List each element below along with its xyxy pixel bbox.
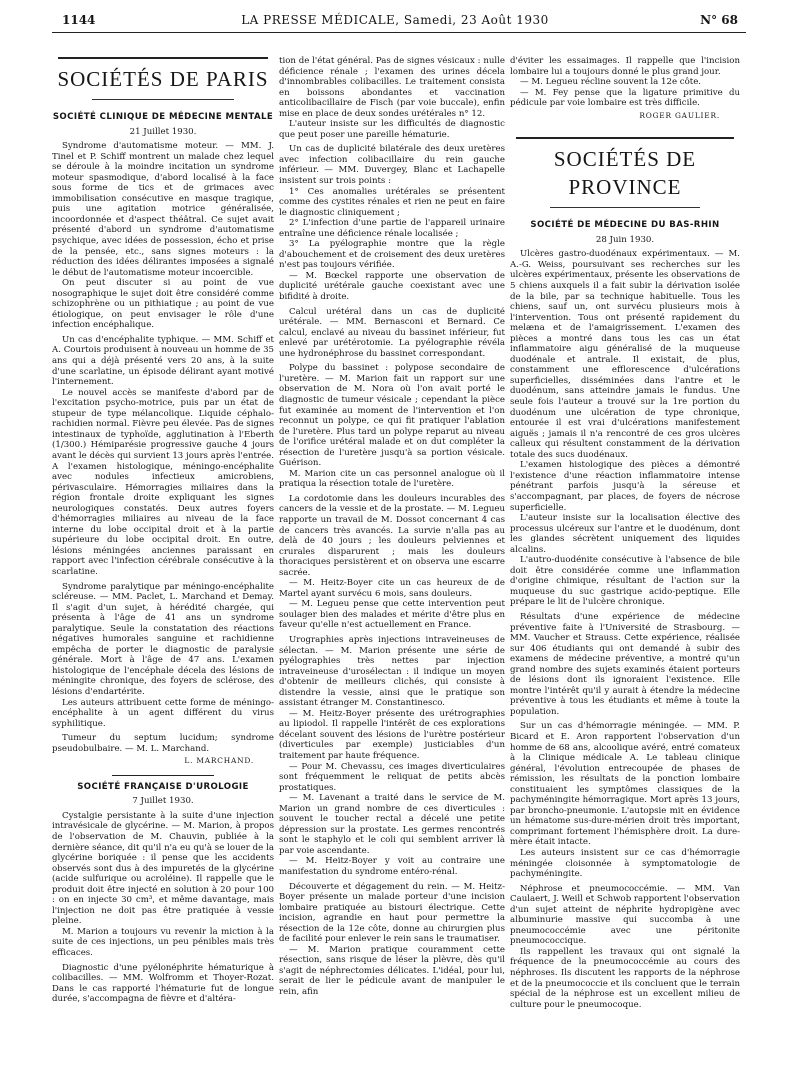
article-paragraph: 2° L'infection d'une partie de l'appareil urinaire entraîne une déficience rénale localisée ; — [279, 218, 505, 239]
article-paragraph: Ulcères gastro-duodénaux expérimentaux. — M. A.-G. Weiss, poursuivant ses recherches sur les ulcères expérimentaux, présente les observations de 5 chiens auxquels il a fait subir la dérivation isolée de la bile, par sa technique habituelle. Tous les chiens, sauf un, ont survécu plusieurs mois à l'intervention. Tous ont présenté rapidement du melæna et de l'amaigrissement. L'examen des pièces a montré dans tous les cas un état inflammatoire aigu généralisé de la muqueuse duodénale et antrale. Il existait, de plus, constamment une efflorescence d'ulcérations superficielles, disséminées dans l'antre et le duodénum, sans atteindre jamais le fundus. Une seule fois l'auteur a trouvé sur la 1re portion du duodénum une ulcération de type chronique, entourée il est vrai d'ulcérations manifestement aiguës ; jamais il n'a rencontré de ces gros ulcères calleux qui résultent constamment de la dérivation totale des sucs duodénaux. — [510, 249, 740, 460]
session-date: 28 Juin 1930. — [595, 234, 655, 245]
article-paragraph: Un cas d'encéphalite typhique. — MM. Schiff et A. Courtois produisent à nouveau un homme de 35 ans qui a déjà présenté vers 20 ans, à la suite d'une scarlatine, un épisode délirant ayant motivé l'internement. — [52, 334, 274, 388]
article-paragraph: — Pour M. Chevassu, ces images diverticulaires sont fréquemment le reliquat de petits abcès prostatiques. — [279, 761, 505, 793]
article-paragraph: Polype du bassinet : polypose secondaire de l'uretère. — M. Marion fait un rapport sur une observation de M. Nora où l'on avait porté le diagnostic de tumeur vésicale ; cependant la pièce fut examinée au moment de l'intervention et l'on reconnut un polype, ce qui fit pratiquer l'ablation de l'uretère. Plus tard un polype reparut au niveau de l'orifice urétéral malade et on dut compléter la résection de l'uretère jusqu'à sa portion vésicale. Guérison. — [279, 363, 505, 469]
section-rule-bottom — [92, 99, 234, 100]
article-paragraph: Calcul urétéral dans un cas de duplicité urétérale. — MM. Bernasconi et Bernard. Ce calcul, enclavé au niveau du bassinet inférieur, fut enlevé par urétérotomie. La pyélographie révéla une hydronéphrose du bassinet correspondant. — [279, 306, 505, 359]
article-paragraph: d'éviter les essaimages. Il rappelle que l'incision lombaire lui a toujours donné le plus grand jour. — [510, 56, 740, 77]
article-paragraph: Néphrose et pneumococcémie. — MM. Van Caulaert, J. Weill et Schwob rapportent l'observation d'un sujet atteint de néphrite hydropigène avec albuminurie massive qui succomba à une pneumococcémie avec une péritonite pneumococcique. — [510, 883, 740, 947]
issue-number: N° 68 — [700, 13, 738, 27]
page-header — [52, 12, 738, 28]
article-paragraph: Ils rappellent les travaux qui ont signalé la fréquence de la pneumococcémie au cours des néphroses. Ils discutent les rapports de la néphrose et de la pneumococcie et ils concluent que le terrain spécial de la néphrose est un excellent milieu de culture pour le pneumocoque. — [510, 946, 740, 1010]
society-title: SOCIÉTÉ FRANÇAISE D'UROLOGIE — [77, 781, 249, 792]
article-paragraph: Cystalgie persistante à la suite d'une injection intravésicale de glycérine. — M. Marion, à propos de l'observation de M. Chauvin, publiée à la dernière séance, dit qu'il n'a eu qu'à se louer de la glycérine boriquée : il pense que les accidents observés sont dus à des impuretés de la glycérine (acide sulfurique ou acroléine). Il rappelle que le produit doit être injecté en solution à 20 pour 100 : on en injecte 30 cm³, et même davantage, mais l'injection ne doit pas être pratiquée à vessie pleine. — [52, 810, 274, 927]
article-paragraph: tion de l'état général. Pas de signes vésicaux : nulle déficience rénale ; l'examen des urines décela d'innombrables colibacilles. Le traitement consista en boissons abondantes et vaccination anticolibacillaire de Fisch (par voie buccale), enfin mise en place de deux sondes urétérales n° 12. — [279, 56, 505, 119]
header-rule — [52, 32, 746, 33]
signature: L. MARCHAND. — [184, 756, 254, 766]
section-rule-bottom — [550, 207, 700, 208]
article-paragraph: Syndrome paralytique par méningo-encéphalite scléreuse. — MM. Paclet, L. Marchand et Demay. Il s'agit d'un sujet, à hérédité chargée, qui présenta à l'âge de 41 ans un syndrome paralytique. Seule la constatation des réactions négatives humorales sanguine et rachidienne empêcha de porter le diagnostic de paralysie générale. Mort à l'âge de 47 ans. L'examen histologique de l'encéphale décela des lésions de méningite chronique, des foyers de sclérose, des lésions d'endartérite. — [52, 581, 274, 697]
page-number: 1144 — [62, 13, 96, 27]
session-date: 21 Juillet 1930. — [129, 126, 197, 137]
article-paragraph: 1° Ces anomalies urétérales se présentent comme des cystites rénales et rien ne peut en faire le diagnostic cliniquement ; — [279, 186, 505, 218]
article-paragraph: Le nouvel accès se manifeste d'abord par de l'excitation psycho-motrice, puis par un état de stupeur de type mélancolique. Liquide céphalo-rachidien normal. Fièvre peu élevée. Pas de signes intestinaux de typhoïde, agglutination à l'Eberth (1/300.) Hémiparésie progressive gauche 4 jours avant le décès qui survient 13 jours après l'entrée. A l'examen histologique, méningo-encéphalite avec nodules infectieux amicrobiens, périvasculaire. Hémorragies miliaires dans la région frontale droite expliquant les signes neurologiques constatés. Deux autres foyers d'hémorragies miliaires au niveau de la face interne du lobe occipital droit et à la partie supérieure du lobe occipital droit. En outre, lésions méningées anciennes paraissant en rapport avec l'infection cérébrale consécutive à la scarlatine. — [52, 387, 274, 577]
article-paragraph: L'auteur insiste sur la localisation élective des processus ulcéreux sur l'antre et le duodénum, dont les glandes sécrètent uniquement des liquides alcalins. — [510, 513, 740, 555]
article-paragraph: — M. Heitz-Boyer cite un cas heureux de de Martel ayant survécu 6 mois, sans douleurs. — [279, 578, 505, 599]
article-paragraph: Syndrome d'automatisme moteur. — MM. J. Tinel et P. Schiff montrent un malade chez lequel se déroule à la moindre incitation un syndrome moteur spasmodique, d'abord localisé à la face sous forme de tics et de grimaces avec immobilisation consécutive en masque tragique, puis une agitation motrice généralisée, incoordonnée et d'aspect théâtral. Ce sujet avait présenté d'abord un syndrome d'automatisme psychique, avec idées de possession, écho et prise de la pensée, etc., sans signes moteurs : la réduction des idées délirantes imposées a signalé le début de l'automatisme moteur incoercible. — [52, 141, 274, 278]
article-paragraph: — M. Heitz-Boyer présente des urétrographies au lipiodol. Il rappelle l'intérêt de ces explorations décelant souvent des lésions de l'urètre postérieur (diverticules par exemple) justiciables d'un traitement par haute fréquence. — [279, 708, 505, 761]
article-paragraph: L'auteur insiste sur les difficultés de diagnostic que peut poser une pareille hématurie. — [279, 119, 505, 140]
article-paragraph: — M. Fey pense que la ligature primitive du pédicule par voie lombaire est très difficile. — [510, 87, 740, 109]
article-paragraph: Résultats d'une expérience de médecine préventive faite à l'Université de Strasbourg. — MM. Vaucher et Strauss. Cette expérience, réalisée sur 406 étudiants qui ont demandé à subir des examens de médecine préventive, a montré qu'un grand nombre des sujets examinés étaient porteurs de lésions dont ils ignoraient l'existence. Elle montre l'intérêt qu'il y aurait à étendre la médecine préventive à tous les étudiants et même à toute la population. — [510, 611, 740, 717]
article-paragraph: La cordotomie dans les douleurs incurables des cancers de la vessie et de la prostate. — M. Legueu rapporte un travail de M. Dossot concernant 4 cas de cancers très avancés. La survie n'alla pas au delà de 40 jours ; les douleurs pelviennes et crurales disparurent ; mais les douleurs thoraciques persistèrent et on observa une escarre sacrée. — [279, 493, 505, 578]
journal-title: LA PRESSE MÉDICALE, Samedi, 23 Août 1930 — [241, 13, 549, 27]
article-paragraph: M. Marion a toujours vu revenir la miction à la suite de ces injections, un peu pénibles mais très efficaces. — [52, 926, 274, 959]
article-paragraph: — M. Legueu pense que cette intervention peut soulager bien des malades et mérite d'être plus en faveur qu'elle n'est actuellement en France. — [279, 599, 505, 631]
article-paragraph: Diagnostic d'une pyélonéphrite hématurique à colibacilles. — MM. Wolfromm et Thoyer-Rozat. Dans le cas rapporté l'hématurie fut de longue durée, s'accompagna de fièvre et d'altéra- — [52, 962, 274, 1005]
article-paragraph: — M. Legueu récline souvent la 12e côte. — [520, 77, 702, 88]
section-rule-top — [516, 137, 734, 139]
section-title-province: SOCIÉTÉS DE PROVINCE — [553, 147, 697, 200]
article-paragraph: — M. Bœckel rapporte une observation de duplicité urétérale gauche coexistant avec une bifidité à droite. — [279, 270, 505, 303]
society-title: SOCIÉTÉ CLINIQUE DE MÉDECINE MENTALE — [52, 112, 274, 122]
article-paragraph: M. Marion cite un cas personnel analogue où il pratiqua la résection totale de l'uretère. — [279, 468, 505, 490]
column-1 — [52, 57, 274, 1005]
article-paragraph: Découverte et dégagement du rein. — M. Heitz-Boyer présente un malade porteur d'une incision lombaire pratiquée au bistouri électrique. Cette incision, agrandie en haut pour permettre la résection de la 12e côte, donne au chirurgien plus de facilité pour enlever le rein sans le traumatiser. — [279, 881, 505, 945]
article-paragraph: On peut discuter si au point de vue nosographique le sujet doit être considéré comme schizophrène ou un pithiatique ; au point de vue étiologique, on peut envisager le rôle d'une infection encéphalique. — [52, 278, 274, 331]
column-2 — [279, 56, 505, 998]
article-paragraph: Les auteurs attribuent cette forme de méningo-encéphalite à un agent différent du virus syphilitique. — [52, 697, 274, 729]
article-paragraph: — M. Marion pratique couramment cette résection, sans risque de léser la plèvre, dès qu'il s'agit de néphrectomies délicates. L'idéal, pour lui, serait de lier le pédicule avant de manipuler le rein, afin — [279, 944, 505, 998]
article-paragraph: Les auteurs insistent sur ce cas d'hémorragie méningée cloisonnée à symptomatologie de pachyméningite. — [510, 848, 740, 880]
article-paragraph: 3° La pyélographie montre que la règle d'abouchement et de croisement des deux uretères n'est pas toujours vérifiée. — [279, 239, 505, 271]
article-paragraph: — M. Heitz-Boyer y voit au contraire une manifestation du syndrome entéro-rénal. — [279, 856, 505, 878]
article-paragraph: Sur un cas d'hémorragie méningée. — MM. P. Bicard et E. Aron rapportent l'observation d'un homme de 68 ans, alcoolique avéré, entré comateux à la Clinique médicale A. Le tableau clinique général, l'évolution entrecoupée de phases de rémission, les résultats de la ponction lombaire constituaient les symptômes classiques de la pachyméningite hémorragique. Mort après 13 jours, par broncho-pneumonie. L'autopsie mit en évidence un hématome sus-dure-mérien droit très important, comprimant fortement l'hémisphère droit. La dure-mère était intacte. — [510, 721, 740, 848]
session-date: 7 Juillet 1930. — [132, 796, 194, 807]
signature: ROGER GAULIER. — [639, 110, 720, 120]
section-title-paris: SOCIÉTÉS DE PARIS — [57, 67, 269, 91]
section-rule-top — [58, 57, 268, 59]
article-paragraph: Un cas de duplicité bilatérale des deux uretères avec infection colibacillaire du rein gauche inférieur. — MM. Duvergey, Blanc et Lachapelle insistent sur trois points : — [279, 144, 505, 187]
article-paragraph: L'autro-duodénite consécutive à l'absence de bile doit être considérée comme une inflammation d'origine chimique, résultant de l'action sur la muqueuse du suc gastrique acido-peptique. Elle prépare le lit de l'ulcère chronique. — [510, 555, 740, 608]
column-3 — [510, 56, 740, 1010]
article-paragraph: Urographies après injections intraveineuses de sélectan. — M. Marion présente une série de pyélographies très nettes par injection intraveineuse d'urosélectan : il indique un moyen d'obtenir de meilleurs clichés, qui consiste à distendre la vessie, ainsi que le pratique son assistant étranger M. Constantinesco. — [279, 634, 505, 709]
article-paragraph: L'examen histologique des pièces a démontré l'existence d'une réaction inflammatoire intense pénétrant parfois jusqu'à la séreuse et s'accompagnant, par places, de foyers de nécrose superficielle. — [510, 460, 740, 513]
divider — [112, 775, 214, 776]
society-title: SOCIÉTÉ DE MÉDECINE DU BAS-RHIN — [530, 220, 720, 231]
article-paragraph: — M. Lavenant a traité dans le service de M. Marion un grand nombre de ces diverticules : souvent le toucher rectal a décelé une petite dépression sur la prostate. Les germes rencontrés sont le staphylo et le coli qui semblent arriver là par voie ascendante. — [279, 793, 505, 856]
article-paragraph: Tumeur du septum lucidum; syndrome pseudobulbaire. — M. L. Marchand. — [52, 733, 274, 754]
